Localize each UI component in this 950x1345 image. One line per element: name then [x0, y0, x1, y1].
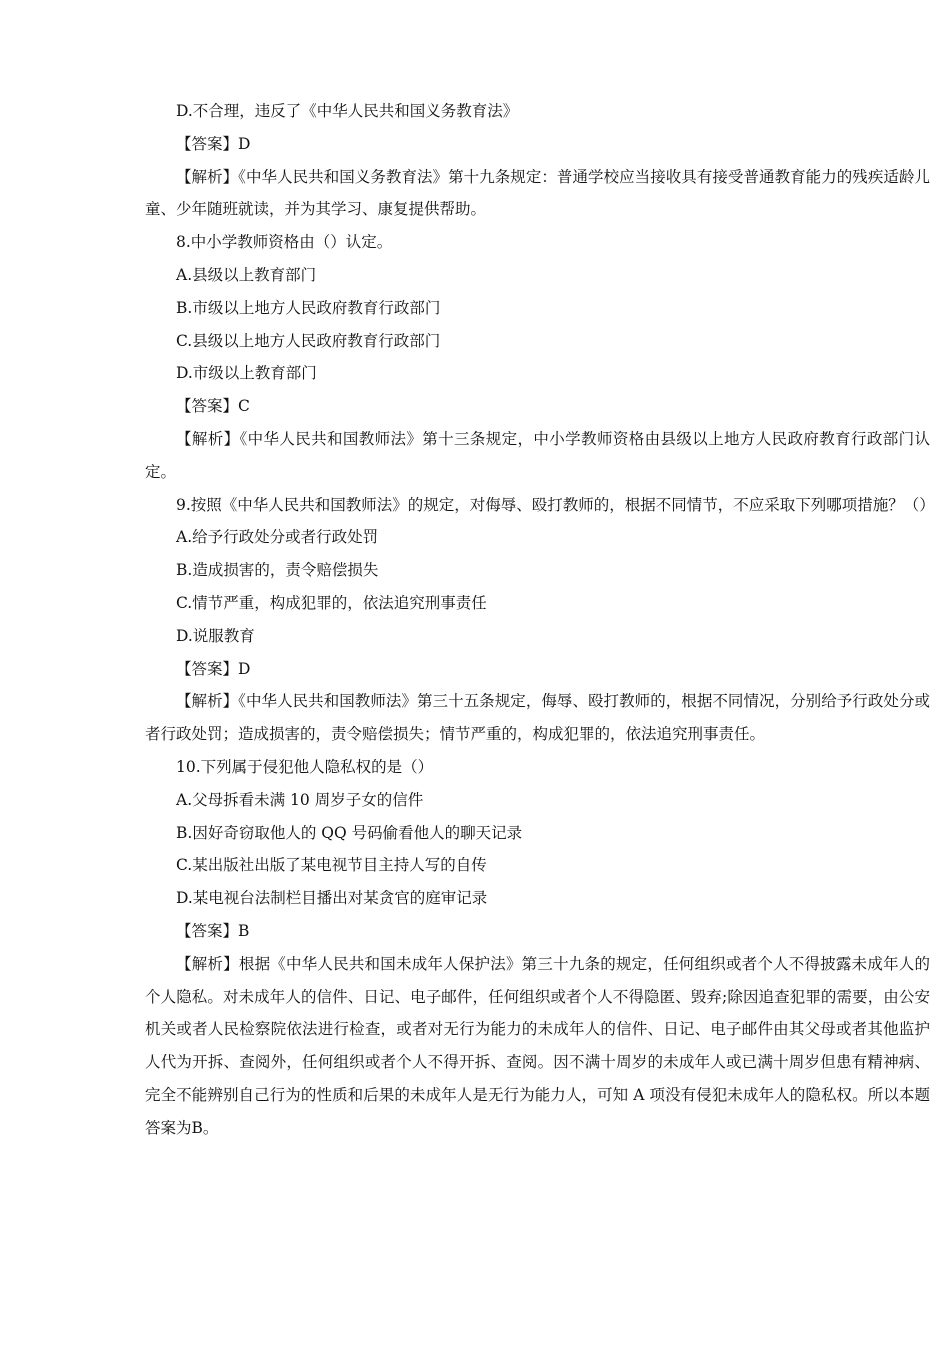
option-c: C.情节严重，构成犯罪的，依法追究刑事责任 [176, 593, 487, 612]
question-10: 10.下列属于侵犯他人隐私权的是（） [176, 757, 434, 776]
answer: 【答案】B [176, 921, 250, 940]
option-b: B.市级以上地方人民政府教育行政部门 [176, 298, 441, 317]
option-d: D.某电视台法制栏目播出对某贪官的庭审记录 [176, 889, 488, 908]
option-b: B.因好奇窃取他人的 QQ 号码偷看他人的聊天记录 [176, 823, 523, 842]
explanation: 【解析】根据《中华人民共和国未成年人保护法》第三十九条的规定，任何组织或者个人不得披露未成年人的个人隐私。对未成年人的信件、日记、电子邮件，任何组织或者个人不得隐匿、毁弃;除因追查犯罪的需要，由公安机关或者人民检察院依法进行检查，或者对无行为能力的未成年人的信件、日记、电子邮件由其父母或者其他监护人代为开拆、查阅外，任何组织或者个人不得开拆、查阅。因不满十周岁的未成年人或已满十周岁但患有精神病、完全不能辨别自己行为的性质和后果的未成年人是无行为能力人，可知 A 项没有侵犯未成年人的隐私权。所以本题答案为B。 [145, 954, 930, 1137]
option-d: D.说服教育 [176, 626, 255, 645]
option-d: D.市级以上教育部门 [176, 364, 317, 383]
answer: 【答案】D [176, 134, 251, 153]
explanation: 【解析】《中华人民共和国义务教育法》第十九条规定：普通学校应当接收具有接受普通教育能力的残疾适龄儿童、少年随班就读，并为其学习、康复提供帮助。 [145, 167, 930, 219]
option-a: A.给予行政处分或者行政处罚 [176, 528, 379, 547]
document-page [145, 95, 935, 1145]
explanation: 【解析】《中华人民共和国教师法》第三十五条规定，侮辱、殴打教师的，根据不同情况，分别给予行政处分或者行政处罚；造成损害的，责令赔偿损失；情节严重的，构成犯罪的，依法追究刑事责任。 [145, 692, 930, 744]
answer: 【答案】D [176, 659, 251, 678]
option-c: C.某出版社出版了某电视节目主持人写的自传 [176, 856, 487, 875]
option-c: C.县级以上地方人民政府教育行政部门 [176, 331, 441, 350]
option-d: D.不合理，违反了《中华人民共和国义务教育法》 [176, 102, 519, 120]
explanation: 【解析】《中华人民共和国教师法》第十三条规定，中小学教师资格由县级以上地方人民政府教育行政部门认定。 [145, 429, 930, 481]
answer: 【答案】C [176, 397, 250, 416]
question-9: 9.按照《中华人民共和国教师法》的规定，对侮辱、殴打教师的，根据不同情节，不应采取下列哪项措施？（） [176, 495, 935, 514]
option-a: A.县级以上教育部门 [176, 265, 317, 284]
option-a: A.父母拆看未满 10 周岁子女的信件 [176, 790, 424, 809]
question-8: 8.中小学教师资格由（）认定。 [176, 233, 393, 252]
option-b: B.造成损害的，责令赔偿损失 [176, 561, 379, 580]
